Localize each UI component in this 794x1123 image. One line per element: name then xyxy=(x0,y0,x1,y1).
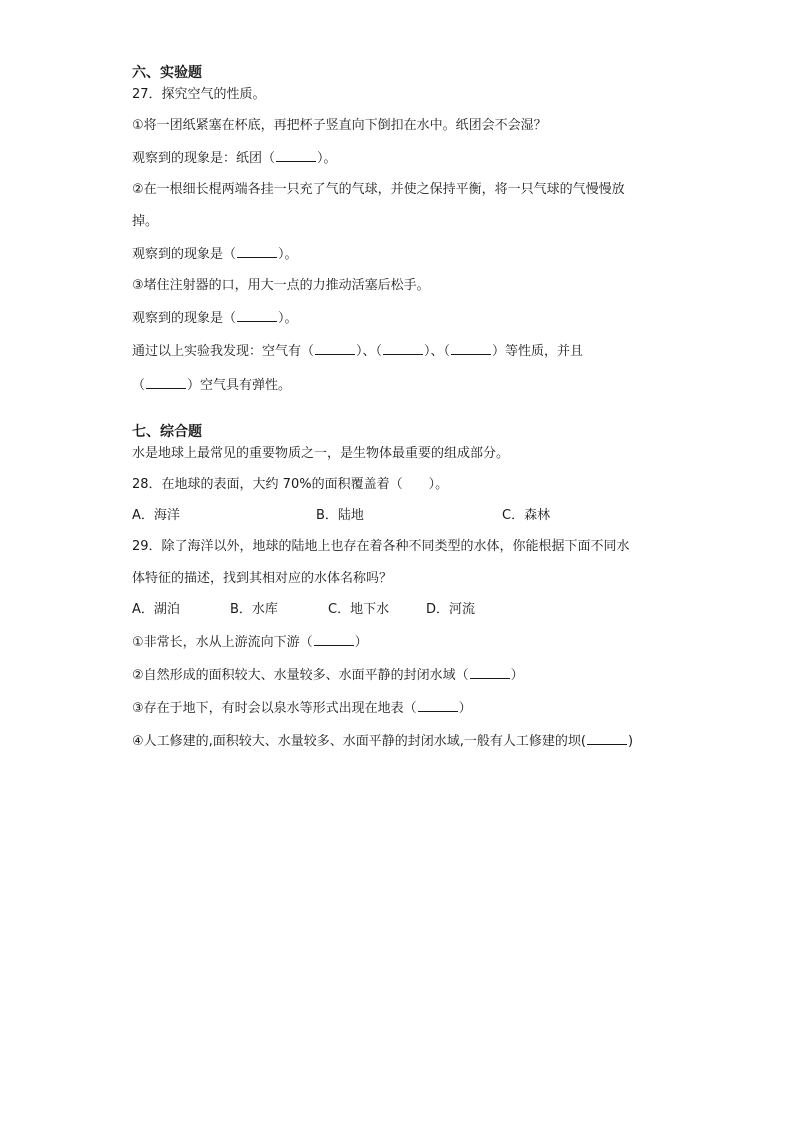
question-27-item-1: ①将一团纸紧塞在杯底，再把杯子竖直向下倒扣在水中。纸团会不会湿？ xyxy=(132,118,547,133)
option-b[interactable]: B．陆地 xyxy=(316,508,364,523)
question-29-title-line-2: 体特征的描述，找到其相对应的水体名称吗？ xyxy=(132,571,393,586)
option-d[interactable]: D．河流 xyxy=(426,602,476,617)
question-29-options xyxy=(132,599,672,621)
conclusion-2-suffix: ）空气具有弹性。 xyxy=(187,378,292,393)
option-a[interactable]: A．湖泊 xyxy=(132,602,180,617)
option-a[interactable]: A．海洋 xyxy=(132,508,180,523)
item-1-text: ①非常长，水从上游流向下游（ xyxy=(132,635,313,650)
conclusion-text-a: 通过以上实验我发现：空气有（ xyxy=(132,344,315,359)
observation-1-suffix: ）。 xyxy=(317,151,337,166)
answer-blank[interactable] xyxy=(315,339,355,355)
question-27-item-2-line-1: ②在一根细长棍两端各挂一只充了气的气球，并使之保持平衡，将一只气球的气慢慢放 xyxy=(132,182,625,197)
item-4-suffix: ) xyxy=(628,734,634,749)
question-29-item-1 xyxy=(132,630,672,654)
question-27-observation-2 xyxy=(132,242,672,266)
answer-blank[interactable] xyxy=(587,729,627,745)
answer-blank[interactable] xyxy=(451,339,491,355)
option-c[interactable]: C．森林 xyxy=(502,508,551,523)
question-27-observation-3 xyxy=(132,306,672,330)
conclusion-text-d: ）等性质，并且 xyxy=(492,344,584,359)
observation-3-prefix: 观察到的现象是（ xyxy=(132,311,237,326)
answer-blank[interactable] xyxy=(314,630,354,646)
question-27-item-2-line-2: 掉。 xyxy=(132,214,159,229)
question-27-conclusion-line-2 xyxy=(132,363,672,397)
question-27-observation-1 xyxy=(132,146,672,170)
item-4-text: ④人工修建的,面积较大、水量较多、水面平静的封闭水域,一般有人工修建的坝( xyxy=(132,734,586,749)
answer-blank[interactable] xyxy=(237,242,277,258)
answer-blank[interactable] xyxy=(418,696,458,712)
item-1-suffix: ） xyxy=(354,635,368,650)
question-27-conclusion-line-1 xyxy=(132,339,672,363)
section-spacer xyxy=(132,397,672,421)
question-29-item-2 xyxy=(132,663,672,687)
item-3-suffix: ） xyxy=(458,701,472,716)
answer-blank[interactable] xyxy=(276,146,316,162)
answer-blank[interactable] xyxy=(470,663,510,679)
section-7-intro: 水是地球上最常见的重要物质之一，是生物体最重要的组成部分。 xyxy=(132,446,510,461)
question-29-item-3 xyxy=(132,696,672,720)
option-b[interactable]: B．水库 xyxy=(230,602,278,617)
observation-2-prefix: 观察到的现象是（ xyxy=(132,247,237,262)
option-c[interactable]: C．地下水 xyxy=(328,602,390,617)
observation-3-suffix: ）。 xyxy=(278,311,298,326)
answer-blank[interactable] xyxy=(237,306,277,322)
item-3-text: ③存在于地下，有时会以泉水等形式出现在地表（ xyxy=(132,701,417,716)
question-27-title: 27．探究空气的性质。 xyxy=(132,87,266,102)
answer-blank[interactable] xyxy=(383,339,423,355)
section-heading-comprehensive: 七、综合题 xyxy=(132,424,202,440)
answer-blank[interactable] xyxy=(146,373,186,389)
conclusion-text-c: ）、（ xyxy=(424,344,451,359)
question-27-item-3: ③堵住注射器的口，用大一点的力推动活塞后松手。 xyxy=(132,278,430,293)
conclusion-text-b: ）、（ xyxy=(356,344,383,359)
question-28-title: 28．在地球的表面，大约 70%的面积覆盖着（ ）。 xyxy=(132,477,449,492)
question-28-options xyxy=(132,505,672,527)
item-2-text: ②自然形成的面积较大、水量较多、水面平静的封闭水域（ xyxy=(132,668,469,683)
item-2-suffix: ） xyxy=(510,668,524,683)
observation-2-suffix: ）。 xyxy=(278,247,298,262)
conclusion-2-prefix: （ xyxy=(132,378,146,393)
section-heading-experiment: 六、实验题 xyxy=(132,65,202,81)
question-29-title-line-1: 29．除了海洋以外，地球的陆地上也存在着各种不同类型的水体，你能根据下面不同水 xyxy=(132,539,630,554)
question-29-item-4 xyxy=(132,729,672,753)
exam-content xyxy=(132,62,672,753)
observation-1-prefix: 观察到的现象是：纸团（ xyxy=(132,151,276,166)
